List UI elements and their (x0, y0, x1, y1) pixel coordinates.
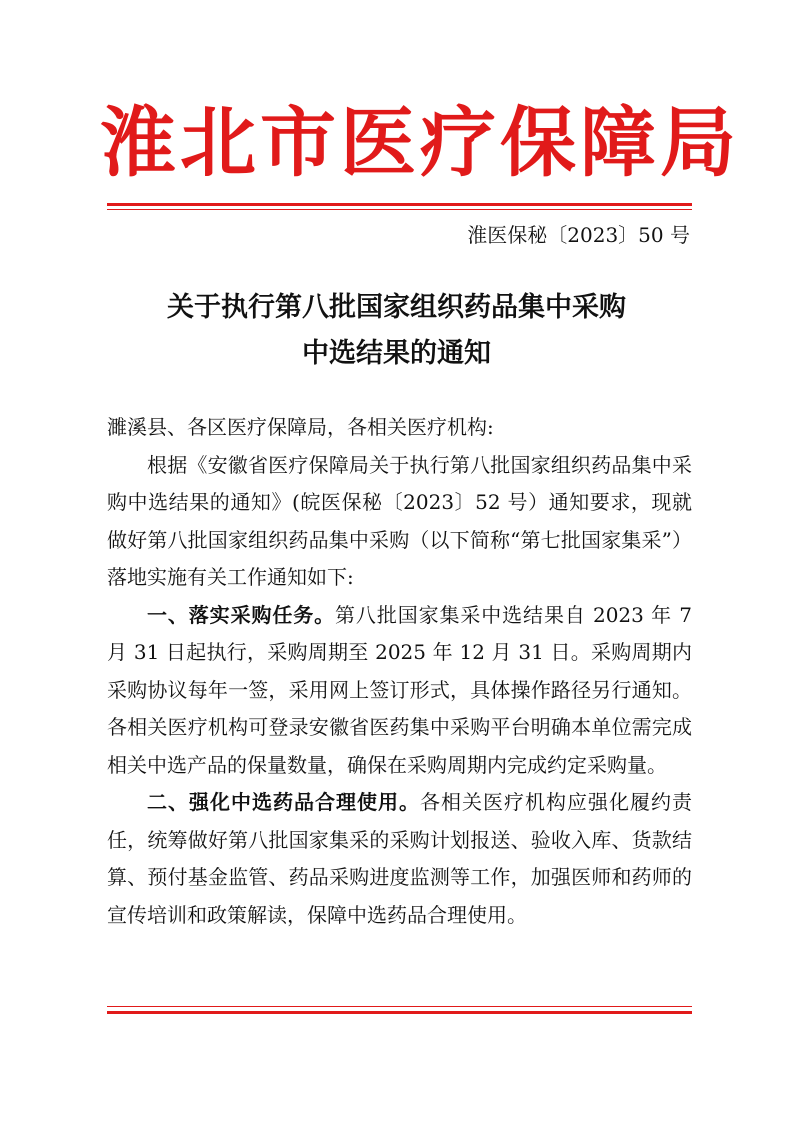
section-paragraph-1 (107, 597, 692, 785)
section-text-2: 各相关医疗机构应强化履约责任，统筹做好第八批国家集采的采购计划报送、验收入库、货款结算、预付基金监管、药品采购进度监测等工作，加强医师和药师的宣传培训和政策解读，保障中选药品合理使用。 (107, 790, 692, 927)
masthead-divider-thick (107, 203, 692, 206)
document-number: 淮医保秘〔2023〕50 号 (467, 223, 690, 247)
notice-title-line-2: 中选结果的通知 (302, 338, 491, 369)
agency-masthead: 淮北市医疗保障局 (100, 98, 740, 187)
intro-paragraph: 根据《安徽省医疗保障局关于执行第八批国家组织药品集中采购中选结果的通知》(皖医保秘〔2023〕52 号）通知要求，现就做好第八批国家组织药品集中采购（以下简称“第七批国家集采”）落地实施有关工作通知如下: (107, 452, 692, 589)
footer-divider-thin (107, 1006, 692, 1007)
notice-body (107, 409, 692, 934)
section-heading-1: 一、落实采购任务。 (147, 602, 336, 627)
section-text-1: 第八批国家集采中选结果自 2023 年 7 月 31 日起执行，采购周期至 2025 年 12 月 31 日。采购周期内采购协议每年一签，采用网上签订形式，具体操作路径另行通知。各相关医疗机构可登录安徽省医药集中采购平台明确本单位需完成相关中选产品的保量数量，确保在采购周期内完成约定采购量。 (107, 602, 692, 777)
addressee: 濉溪县、各区医疗保障局，各相关医疗机构: (107, 415, 494, 439)
section-heading-2: 二、强化中选药品合理使用。 (147, 790, 420, 814)
section-paragraph-2 (107, 784, 692, 934)
notice-title-line-1: 关于执行第八批国家组织药品集中采购 (167, 292, 626, 323)
masthead-divider-thin (107, 209, 692, 210)
footer-divider-thick (107, 1011, 692, 1014)
